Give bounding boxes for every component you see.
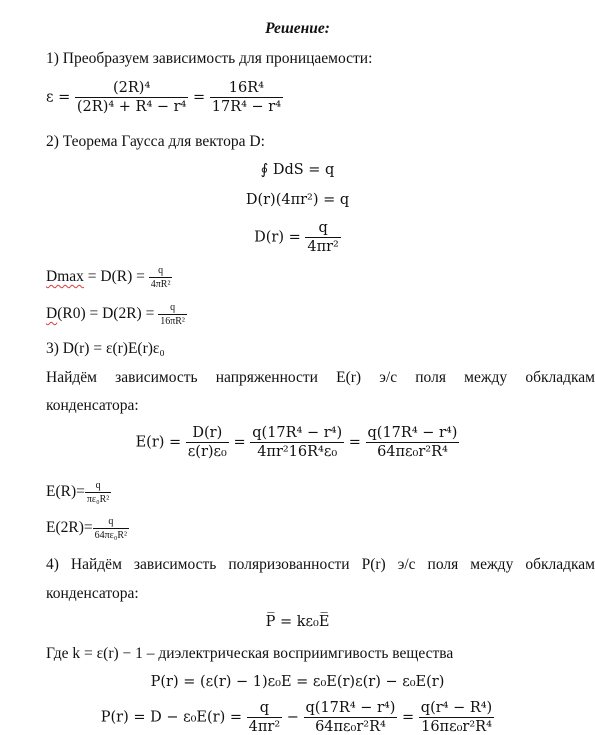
p-fraction-3 <box>419 700 494 735</box>
gauss-sphere-equation: D(r)(4πr²) = q <box>245 192 350 208</box>
polarization-expansion: P(r) = (ε(r) − 1)ε₀E = ε₀E(r)ε(r) − ε₀E(r) <box>150 674 445 690</box>
dmax-middle: = D(R) = <box>83 268 149 286</box>
fraction-denominator: 17R⁴ − r⁴ <box>211 99 282 115</box>
polarization-vector-equation: P̅ = kε₀E̅ <box>265 614 330 630</box>
e-at-2r-lhs: E(2R)= <box>46 519 93 537</box>
fraction-numerator: q(17R⁴ − r⁴) <box>305 700 396 716</box>
gauss-integral: ∮ DdS = q <box>260 162 335 178</box>
e-fraction-3 <box>366 425 460 460</box>
step3-title: 3) D(r) = ε(r)E(r)ε₀ <box>46 340 165 357</box>
fraction-numerator: q(17R⁴ − r⁴) <box>367 425 458 441</box>
step1-title: 1) Преобразуем зависимость для проницаемости: <box>46 50 373 67</box>
e-at-2r-fraction <box>93 516 129 541</box>
solution-heading: Решение: <box>265 20 330 37</box>
fraction-numerator: q <box>149 265 173 278</box>
equals-sign: = <box>233 434 251 451</box>
e-at-r-lhs: E(R)= <box>46 483 85 501</box>
p-fraction-1 <box>247 700 283 735</box>
fraction-numerator: D(r) <box>186 425 229 443</box>
d-r0-fraction <box>158 302 187 327</box>
dmax-label: Dmax <box>46 268 84 286</box>
d-fraction <box>305 220 341 255</box>
fraction-numerator: q <box>93 516 129 529</box>
fraction-denominator: 64πε₀R² <box>94 530 128 541</box>
dmax-formula <box>46 265 172 290</box>
fraction-numerator: q <box>158 302 187 315</box>
d-of-r-formula <box>0 220 595 255</box>
dmax-fraction <box>149 265 173 290</box>
polarization-final-formula <box>0 700 595 735</box>
e-at-r-fraction <box>85 480 111 505</box>
p-lhs: P(r) = D − ε₀E(r) = <box>100 709 247 726</box>
susceptibility-definition: Где k = ε(r) − 1 – диэлектрическая восприимгивость вещества <box>46 645 454 662</box>
fraction-denominator: ε(r)ε₀ <box>187 444 227 460</box>
fraction-denominator: 4πr² <box>307 239 339 255</box>
e-at-r-formula <box>46 480 111 505</box>
permittivity-fraction-2 <box>210 80 283 115</box>
epsilon-lhs: ε = <box>46 89 75 106</box>
permittivity-formula <box>46 80 283 115</box>
fraction-numerator: q <box>305 220 341 238</box>
fraction-denominator: 16πR² <box>160 316 185 327</box>
step3-text-line2: конденсатора: <box>46 397 139 414</box>
fraction-numerator: q(17R⁴ − r⁴) <box>252 425 343 441</box>
fraction-denominator: 4πr² <box>248 719 281 735</box>
d-r0-formula <box>46 302 187 327</box>
fraction-numerator: q <box>247 700 283 718</box>
fraction-numerator: (2R)⁴ <box>75 80 188 98</box>
permittivity-fraction-1 <box>75 80 188 115</box>
step4-text-line1: 4) Найдём зависимость поляризованности P(r) э/с поля между обкладкам <box>46 556 595 573</box>
fraction-denominator: 4πR² <box>150 279 171 290</box>
fraction-numerator: 16R⁴ <box>210 80 283 98</box>
d-r0-rest: (R0) = D(2R) = <box>57 305 159 323</box>
fraction-denominator: 16πε₀r²R⁴ <box>421 719 492 735</box>
step2-title: 2) Теорема Гаусса для вектора D: <box>46 133 265 150</box>
fraction-denominator: 64πε₀r²R⁴ <box>315 719 386 735</box>
fraction-denominator: πε₀R² <box>86 494 110 505</box>
fraction-denominator: (2R)⁴ + R⁴ − r⁴ <box>76 99 187 115</box>
fraction-denominator: 64πε₀r²R⁴ <box>377 444 448 460</box>
equals-sign: = <box>348 434 366 451</box>
e-of-r-formula <box>0 425 595 460</box>
d-lhs: D(r) = <box>254 229 306 246</box>
p-fraction-2 <box>304 700 398 735</box>
e-fraction-1 <box>186 425 229 460</box>
step3-text-line1: Найдём зависимость напряженности E(r) э/с поля между обкладкам <box>46 369 595 386</box>
d-r0-label: D <box>46 305 58 323</box>
fraction-numerator: q <box>85 480 111 493</box>
equals-sign: = <box>192 89 210 106</box>
e-at-2r-formula <box>46 516 129 541</box>
e-lhs: E(r) = <box>135 434 186 451</box>
minus-sign: − <box>286 709 304 726</box>
fraction-denominator: 4πr²16R⁴ε₀ <box>257 444 338 460</box>
e-fraction-2 <box>250 425 344 460</box>
fraction-numerator: q(r⁴ − R⁴) <box>420 700 493 716</box>
step4-text-line2: конденсатора: <box>46 585 139 602</box>
equals-sign: = <box>402 709 419 726</box>
